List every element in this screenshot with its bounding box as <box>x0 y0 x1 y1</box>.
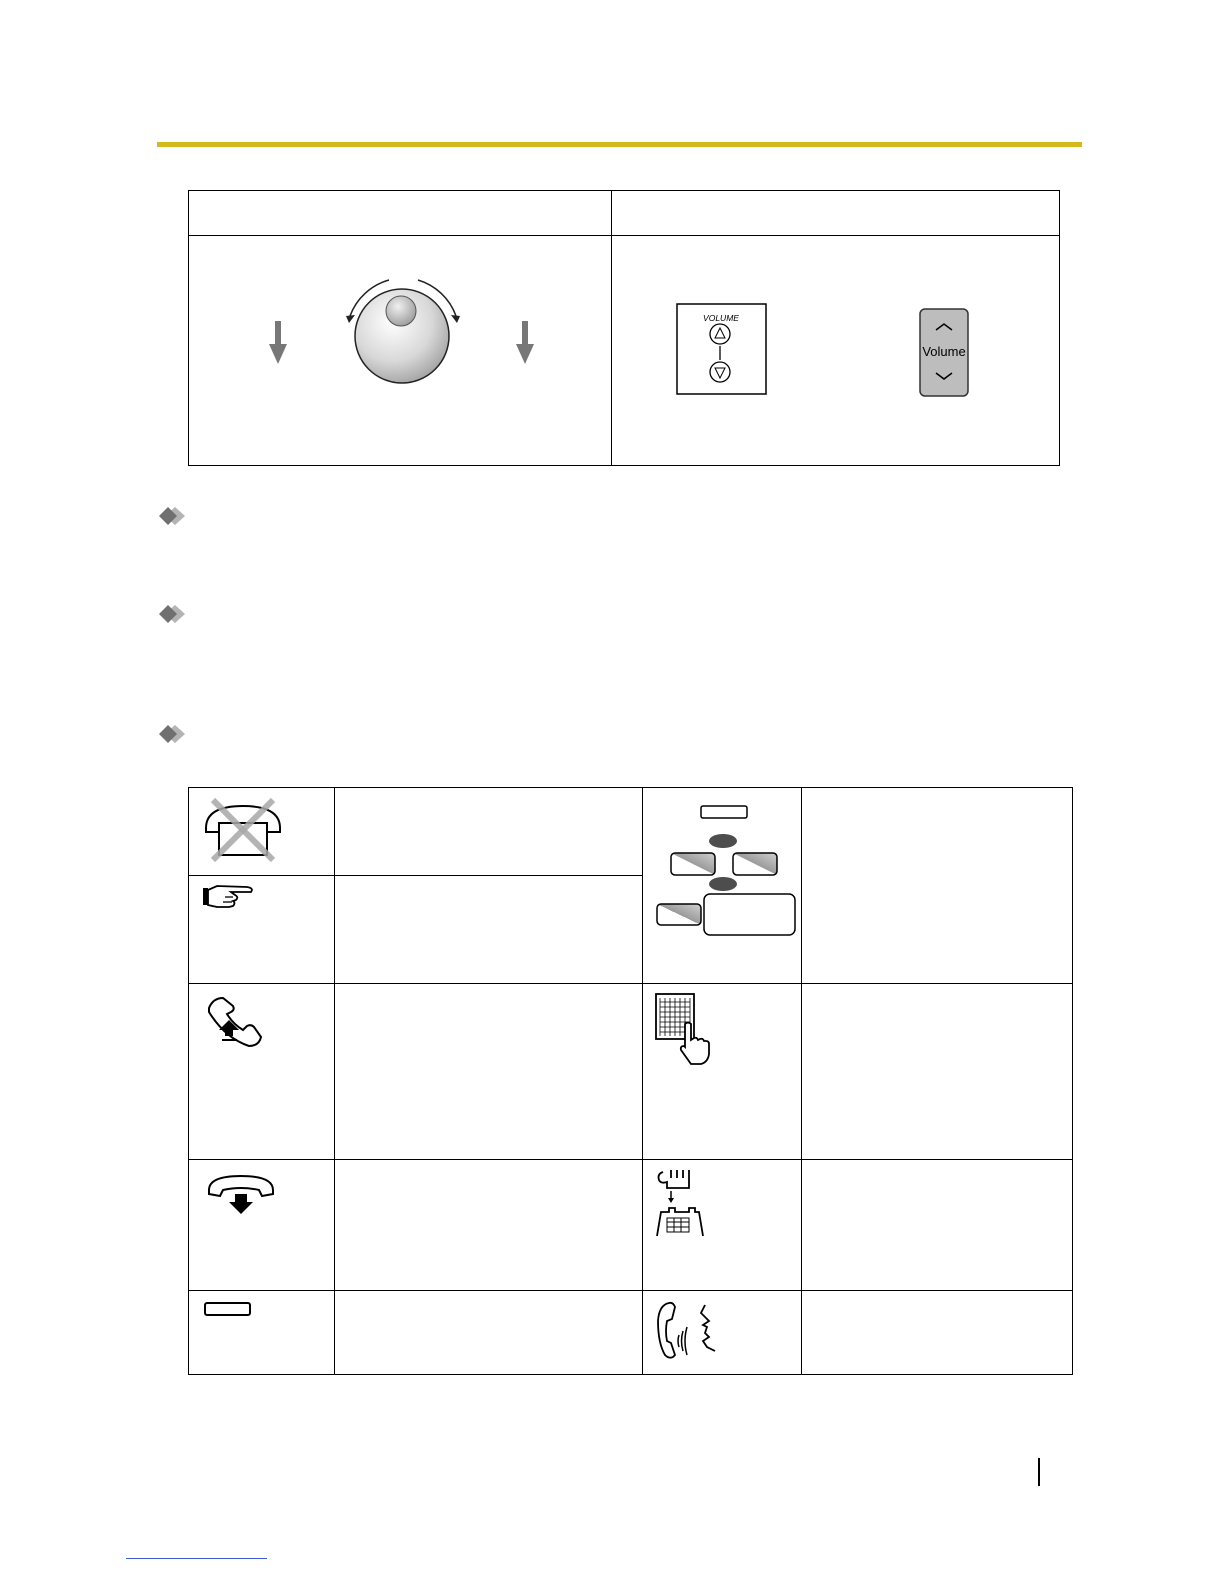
description-cell <box>335 984 643 1160</box>
section-marker-icon <box>158 604 192 624</box>
description-cell <box>802 788 1073 984</box>
footer-link-underline[interactable] <box>126 1558 267 1559</box>
description-cell <box>802 1291 1073 1375</box>
down-arrow-icon <box>516 321 534 364</box>
description-cell <box>335 788 643 876</box>
symbol-legend-table <box>188 787 1073 1375</box>
icon-cell <box>643 1160 802 1291</box>
icon-cell <box>189 788 335 876</box>
volume-up-down-buttons-icon[interactable] <box>677 304 766 394</box>
description-cell <box>335 1160 643 1291</box>
talk-icon <box>643 1291 802 1374</box>
footer-divider <box>1038 1458 1040 1486</box>
volume-control-table <box>188 190 1060 466</box>
pointing-hand-icon <box>189 876 335 983</box>
icon-cell <box>189 1291 335 1375</box>
description-cell <box>802 1160 1073 1291</box>
icon-cell <box>189 876 335 984</box>
press-key-on-phone-icon <box>643 1160 802 1290</box>
icon-cell <box>643 984 802 1160</box>
on-hook-icon <box>189 1160 335 1290</box>
description-cell <box>335 876 643 984</box>
dial-pad-press-icon <box>643 984 802 1159</box>
icon-cell <box>189 984 335 1160</box>
description-cell <box>335 1291 643 1375</box>
dial-cell <box>189 236 612 466</box>
phone-crossed-out-icon <box>189 788 335 875</box>
section-marker-icon <box>158 506 192 526</box>
jog-dial-icon[interactable] <box>346 280 460 383</box>
description-cell <box>802 984 1073 1160</box>
volume-rocker-label: Volume <box>922 344 966 359</box>
header-rule <box>157 142 1082 147</box>
volume-column-header <box>612 191 1060 236</box>
volume-rocker-icon[interactable] <box>920 309 968 396</box>
volume-small-label: VOLUME <box>703 313 739 323</box>
navigator-key-icon <box>643 788 802 982</box>
icon-cell <box>643 788 802 984</box>
dial-column-header <box>189 191 612 236</box>
icon-cell <box>189 1160 335 1291</box>
icon-cell <box>643 1291 802 1375</box>
off-hook-icon <box>189 984 335 1159</box>
down-arrow-icon <box>269 321 287 364</box>
section-marker-icon <box>158 724 192 744</box>
fixed-button-icon <box>189 1291 335 1374</box>
volume-cell <box>612 236 1060 466</box>
